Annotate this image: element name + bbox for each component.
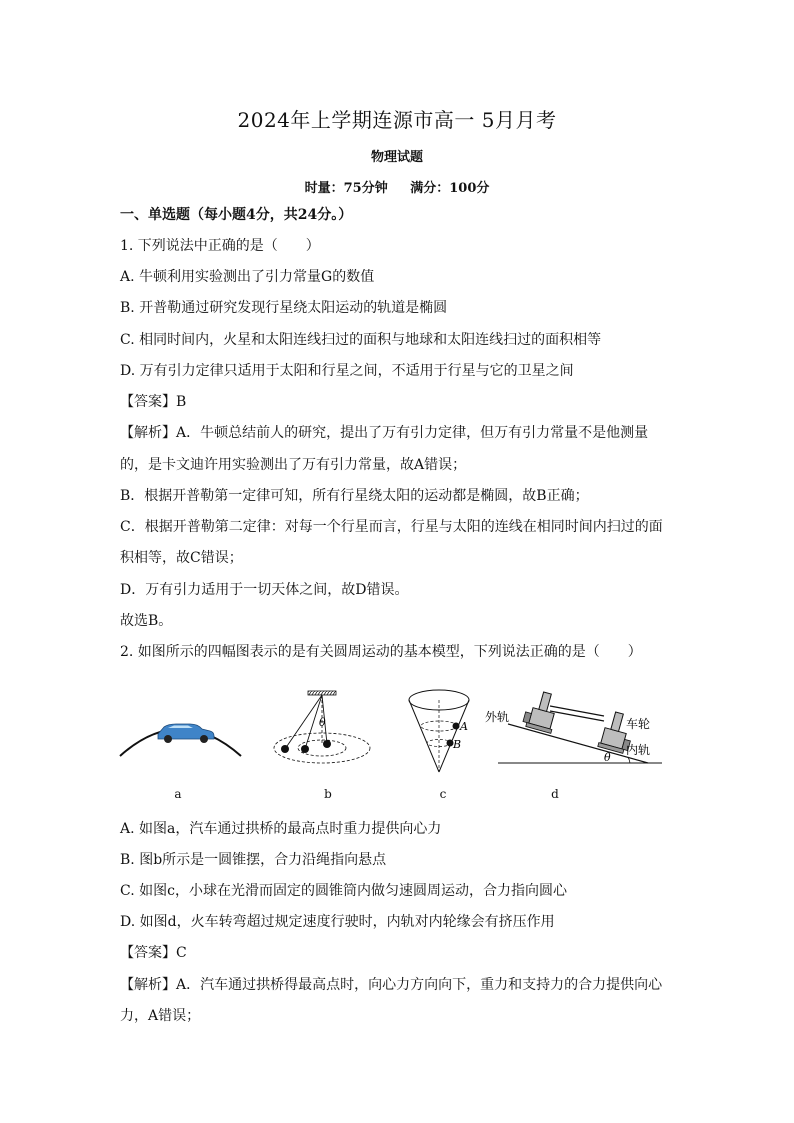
q2-analysis-line — [120, 975, 680, 995]
exam-score: 满分：100分 — [410, 181, 490, 196]
angle-theta-b: θ — [319, 716, 326, 729]
page-title: 2024年上学期连源市高一 5月月考 — [237, 108, 557, 132]
q1-option-a: A. 牛顿利用实验测出了引力常量G的数值 — [120, 269, 375, 285]
angle-theta-d: θ — [604, 751, 611, 764]
analysis-tag: 【解析】 — [120, 977, 176, 993]
q1-analysis-line: 的，是卡文迪许用实验测出了万有引力常量，故A错误； — [120, 457, 467, 473]
q1-answer — [120, 392, 680, 412]
q2-stem: 2. 如图所示的四幅图表示的是有关圆周运动的基本模型，下列说法正确的是（ ） — [120, 644, 642, 660]
answer-tag: 【答案】 — [120, 394, 176, 410]
q1-analysis-line: D．万有引力适用于一切天体之间，故D错误。 — [120, 582, 409, 598]
section-heading: 一、单选题（每小题4分，共24分。） — [120, 207, 353, 223]
q2-option-d: D. 如图d，火车转弯超过规定速度行驶时，内轨对内轮缘会有挤压作用 — [120, 914, 555, 930]
q1-analysis-line: 积相等，故C错误； — [120, 550, 243, 566]
outer-rail-label: 外轨 — [485, 710, 510, 724]
analysis-text: A．牛顿总结前人的研究，提出了万有引力定律，但万有引力常量不是他测量 — [176, 425, 649, 441]
figure-d-banked-track — [480, 680, 664, 766]
q2-option-a: A. 如图a，汽车通过拱桥的最高点时重力提供向心力 — [120, 821, 442, 837]
q1-option-c: C. 相同时间内，火星和太阳连线扫过的面积与地球和太阳连线扫过的面积相等 — [120, 332, 602, 348]
figure-label-c: c — [439, 787, 447, 801]
q1-stem: 1. 下列说法中正确的是（ ） — [120, 238, 320, 254]
figure-label-b: b — [324, 787, 332, 801]
point-b-label: B — [453, 738, 462, 751]
point-a-label: A — [460, 720, 468, 733]
figure-b-conical-pendulum — [272, 688, 386, 772]
figure-label-d: d — [551, 787, 559, 801]
exam-time: 时量：75分钟 — [304, 181, 388, 196]
figure-a-arch-bridge — [118, 706, 243, 761]
figure-c-cone — [404, 686, 480, 776]
exam-meta — [0, 177, 794, 196]
answer-value: B — [176, 394, 187, 410]
q1-analysis-line — [120, 423, 680, 443]
inner-rail-label: 内轨 — [626, 743, 651, 757]
figure-label-a: a — [174, 787, 182, 801]
q1-analysis-line: 故选B。 — [120, 613, 173, 629]
car-icon — [158, 724, 214, 743]
analysis-text: A．汽车通过拱桥得最高点时，向心力方向向下，重力和支持力的合力提供向心 — [176, 977, 663, 993]
analysis-tag: 【解析】 — [120, 425, 176, 441]
q2-answer — [120, 943, 680, 963]
answer-tag: 【答案】 — [120, 945, 176, 961]
q1-option-d: D. 万有引力定律只适用于太阳和行星之间，不适用于行星与它的卫星之间 — [120, 363, 574, 379]
q2-option-b: B. 图b所示是一圆锥摆，合力沿绳指向悬点 — [120, 852, 387, 868]
q2-analysis-line: 力，A错误； — [120, 1008, 201, 1024]
q1-analysis-line: C．根据开普勒第二定律：对每一个行星而言，行星与太阳的连线在相同时间内扫过的面 — [120, 519, 663, 535]
q2-option-c: C. 如图c，小球在光滑而固定的圆锥筒内做匀速圆周运动，合力指向圆心 — [120, 883, 567, 899]
wheel-label: 车轮 — [626, 717, 651, 731]
page-subtitle: 物理试题 — [370, 150, 423, 165]
q1-analysis-line: B．根据开普勒第一定律可知，所有行星绕太阳的运动都是椭圆，故B正确； — [120, 488, 589, 504]
q1-option-b: B. 开普勒通过研究发现行星绕太阳运动的轨道是椭圆 — [120, 300, 448, 316]
answer-value: C — [176, 945, 187, 961]
